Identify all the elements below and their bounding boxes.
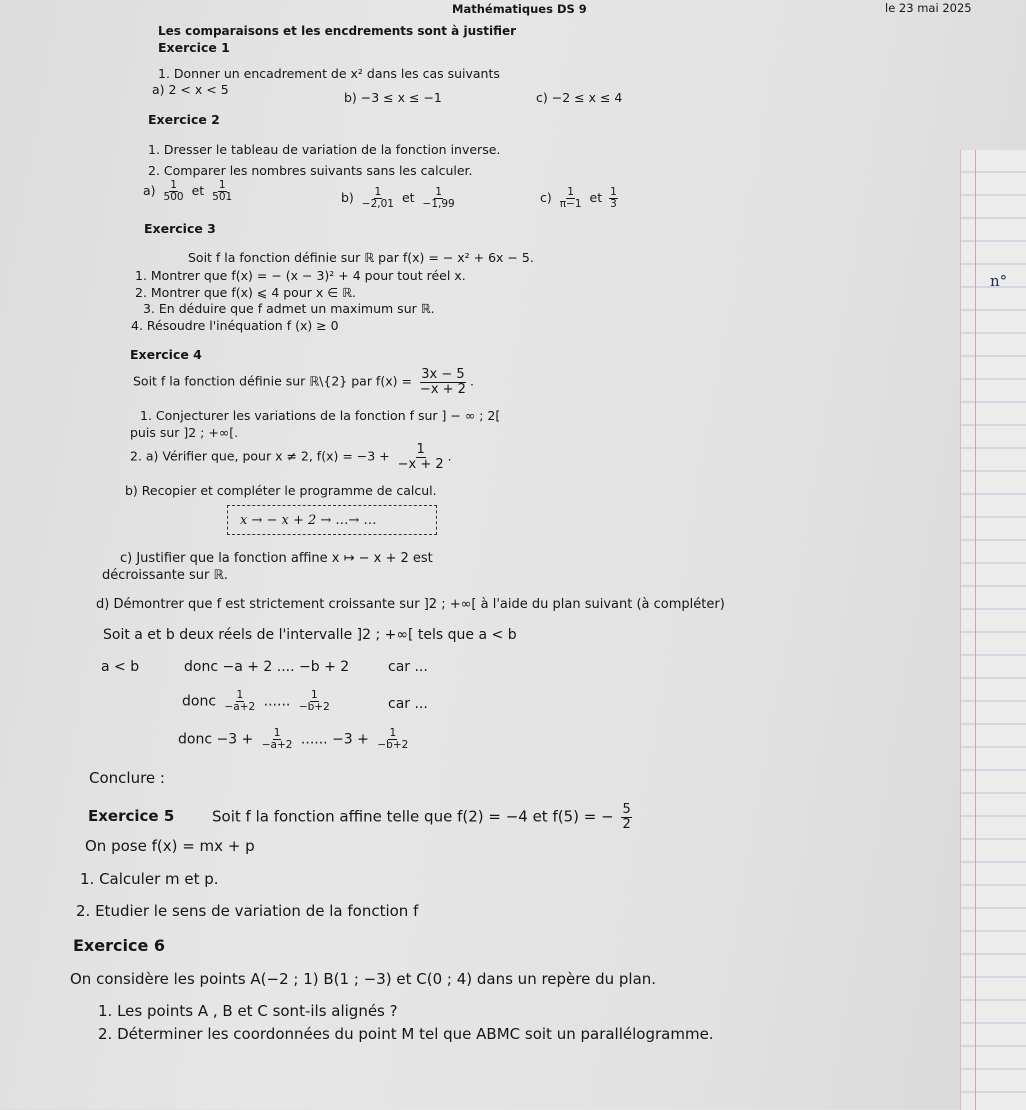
plan-line2-dots: ...... (263, 693, 291, 710)
ex5-q2: 2. Etudier le sens de variation de la fonction f (76, 902, 419, 920)
calc-program-text: x → − x + 2 → …→ … (240, 512, 377, 528)
plan-line1-car: car ... (388, 659, 428, 675)
ex2-title: Exercice 2 (148, 112, 220, 127)
ex2-a-frac1 (163, 180, 185, 203)
ex1-case-c: c) −2 ≤ x ≤ 4 (536, 90, 623, 105)
plan-line2-frac2 (298, 690, 331, 713)
ex3-q2: 2. Montrer que f(x) ⩽ 4 pour x ∈ ℝ. (135, 285, 356, 300)
ex3-definition: Soit f la fonction définie sur ℝ par f(x) = − x² + 6x − 5. (188, 250, 534, 265)
ex2-c-num1: 1 (567, 186, 574, 198)
ex2-case-c (540, 187, 621, 210)
ex4-def-den: −x + 2 (419, 381, 466, 397)
ex5-title: Exercice 5 (88, 807, 175, 825)
ex6-definition: On considère les points A(−2 ; 1) B(1 ; −3) et C(0 ; 4) dans un repère du plan. (70, 970, 657, 988)
ex4-conclure: Conclure : (89, 769, 165, 787)
ex4-title: Exercice 4 (130, 347, 202, 362)
ex3-q3: 3. En déduire que f admet un maximum sur ℝ. (143, 301, 435, 316)
ex2-b-et: et (401, 190, 415, 206)
ex4-q2a-num: 1 (416, 442, 425, 457)
ex4-q2c-line1: c) Justifier que la fonction affine x ↦ − x + 2 est (120, 551, 433, 566)
ex4-q2d: d) Démontrer que f est strictement croissante sur ]2 ; +∞[ à l'aide du plan suivant (à compléter) (96, 597, 725, 612)
plan-line1-a: a < b (101, 659, 140, 675)
ex5-pose: On pose f(x) = mx + p (85, 837, 255, 855)
ex4-q2a (130, 443, 452, 471)
ex5-def-num: 5 (622, 802, 631, 817)
ex2-c-den2: 3 (610, 198, 617, 211)
ex2-b-den1: −2,01 (361, 198, 394, 211)
ex1-title: Exercice 1 (158, 40, 230, 55)
page-title: Mathématiques DS 9 (452, 2, 587, 16)
ex2-case-b (341, 187, 459, 210)
plan-line2-num1: 1 (236, 689, 244, 701)
ex2-b-num1: 1 (374, 186, 382, 198)
ex4-definition (133, 368, 474, 396)
calc-program-box (227, 505, 437, 535)
ex4-def-frac (419, 368, 467, 396)
plan-line2-den2: −b+2 (298, 701, 330, 714)
ex1-q1: 1. Donner un encadrement de x² dans les cas suivants (158, 66, 500, 81)
plan-line3-b: ...... −3 + (300, 731, 369, 748)
ex4-def-num: 3x − 5 (421, 367, 465, 382)
background-notebook-paper (960, 150, 1026, 1110)
ex4-q1-line2: puis sur ]2 ; +∞[. (130, 425, 239, 440)
ex2-a-et: et (191, 183, 205, 199)
plan-line3-frac2 (376, 728, 409, 751)
ex5-def-frac (621, 803, 631, 831)
ex2-c-num2: 1 (610, 186, 617, 198)
ex2-b-frac2 (422, 187, 456, 210)
ex2-q2: 2. Comparer les nombres suivants sans les calculer. (148, 163, 473, 178)
ex4-q2a-den: −x + 2 (397, 456, 444, 472)
plan-line2-donc: donc (182, 693, 217, 710)
plan-line3-a: donc −3 + (178, 731, 254, 748)
ex5-definition (212, 803, 635, 831)
plan-line3 (178, 728, 412, 751)
ex6-q2: 2. Déterminer les coordonnées du point M tel que ABMC soit un parallélogramme. (98, 1025, 714, 1043)
margin-handwriting: n° (990, 272, 1008, 290)
ex5-def-den: 2 (622, 816, 631, 832)
ex2-b-num2: 1 (435, 186, 442, 198)
ex4-q2c-line2: décroissante sur ℝ. (102, 568, 228, 583)
ex4-def-text: Soit f la fonction définie sur ℝ\{2} par f(x) = (133, 373, 412, 389)
ex2-a-den1: 500 (163, 191, 184, 204)
plan-line2-den1: −a+2 (224, 701, 256, 714)
plan-line3-den2: −b+2 (377, 739, 409, 752)
ex1-case-a: a) 2 < x < 5 (152, 82, 229, 97)
ex3-title: Exercice 3 (144, 221, 216, 236)
page-date: le 23 mai 2025 (885, 1, 972, 15)
ex2-a-den2: 501 (212, 191, 233, 204)
plan-line2 (182, 690, 334, 713)
ex2-c-frac2 (609, 187, 618, 210)
ex4-q2b: b) Recopier et compléter le programme de calcul. (125, 483, 437, 498)
ex6-q1: 1. Les points A , B et C sont-ils alignés ? (98, 1002, 398, 1020)
ex3-q1: 1. Montrer que f(x) = − (x − 3)² + 4 pour tout réel x. (135, 268, 466, 283)
ex2-c-et: et (589, 190, 603, 206)
ex3-q4: 4. Résoudre l'inéquation f (x) ≥ 0 (131, 318, 339, 333)
ex4-q1-line1: 1. Conjecturer les variations de la fonction f sur ] − ∞ ; 2[ (140, 408, 501, 423)
notebook-margin-line (975, 150, 976, 1110)
ex4-def-end: . (469, 373, 474, 389)
intro-text: Les comparaisons et les encdrements sont à justifier (158, 24, 517, 38)
ex5-q1: 1. Calculer m et p. (80, 870, 219, 888)
ex4-q2a-text: 2. a) Vérifier que, pour x ≠ 2, f(x) = −3 + (130, 448, 390, 464)
plan-line3-den1: −a+2 (261, 739, 293, 752)
plan-line2-num2: 1 (310, 689, 318, 701)
plan-line3-frac1 (261, 728, 294, 751)
ex2-b-label: b) (341, 190, 354, 206)
plan-line3-num1: 1 (273, 727, 281, 739)
ex5-def-text: Soit f la fonction affine telle que f(2) = −4 et f(5) = − (212, 807, 614, 826)
ex2-q1: 1. Dresser le tableau de variation de la fonction inverse. (148, 142, 501, 157)
ex2-b-frac1 (361, 187, 395, 210)
plan-line3-num2: 1 (389, 727, 397, 739)
ex4-q2a-frac (397, 443, 445, 471)
plan-line2-car: car ... (388, 696, 428, 712)
ex2-case-a (143, 180, 236, 203)
ex2-a-frac2 (211, 180, 233, 203)
ex4-plan-intro: Soit a et b deux réels de l'intervalle ]2 ; +∞[ tels que a < b (103, 627, 517, 643)
ex1-case-b: b) −3 ≤ x ≤ −1 (344, 90, 442, 105)
plan-line2-frac1 (223, 690, 256, 713)
ex2-b-den2: −1,99 (422, 198, 455, 211)
ex2-c-den1: π−1 (559, 198, 582, 211)
ex2-a-num2: 1 (218, 179, 226, 191)
ex2-c-label: c) (540, 190, 552, 206)
ex2-c-frac1 (559, 187, 583, 210)
ex2-a-label: a) (143, 183, 156, 199)
plan-line1-b: donc −a + 2 .... −b + 2 (184, 659, 350, 675)
ex2-a-num1: 1 (170, 179, 177, 191)
ex6-title: Exercice 6 (73, 936, 165, 955)
ex4-q2a-end: . (447, 448, 452, 464)
